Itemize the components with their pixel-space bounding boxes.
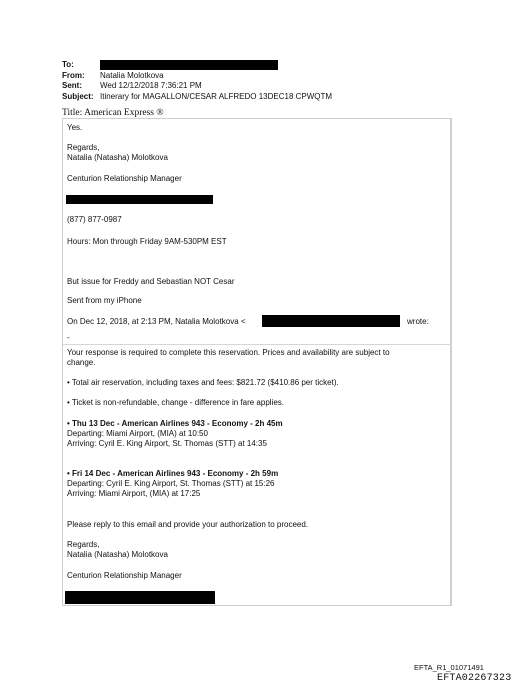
hours-text: Hours: Mon through Friday 9AM-530PM EST: [67, 237, 227, 246]
quote-separator: [63, 344, 452, 345]
subject-label: Subject:: [62, 91, 94, 101]
regards-text: Regards,: [67, 143, 100, 152]
flight1-arriving: Arriving: Cyril E. King Airport, St. Thomas (STT) at 14:35: [67, 439, 267, 448]
message-body-frame: [62, 118, 452, 606]
ticket-terms: • Ticket is non-refundable, change - difference in fare applies.: [67, 398, 285, 407]
sent-from-text: Sent from my iPhone: [67, 296, 142, 305]
signature-redaction: [66, 195, 213, 204]
dash-text: -: [67, 333, 70, 342]
phone-number: (877) 877-0987: [67, 215, 122, 224]
total-fare: • Total air reservation, including taxes and fees: $821.72 ($410.86 per ticket).: [67, 378, 339, 387]
flight2-arriving: Arriving: Miami Airport, (MIA) at 17:25: [67, 489, 201, 498]
email-redaction: [262, 315, 400, 327]
sent-value: Wed 12/12/2018 7:36:21 PM: [100, 81, 202, 90]
from-row: [62, 71, 332, 82]
flight2-departing: Departing: Cyril E. King Airport, St. Thomas (STT) at 15:26: [67, 479, 275, 488]
sent-row: [62, 81, 332, 92]
reply-request: Please reply to this email and provide your authorization to proceed.: [67, 520, 309, 529]
flight2-title: • Fri 14 Dec - American Airlines 943 - Economy - 2h 59m: [67, 469, 279, 478]
quote-intro: On Dec 12, 2018, at 2:13 PM, Natalia Molotkova <: [67, 317, 246, 326]
signer-name: Natalia (Natasha) Molotkova: [67, 153, 168, 162]
from-label: From:: [62, 70, 85, 80]
subject-row: [62, 92, 332, 103]
flight1-departing: Departing: Miami Airport, (MIA) at 10:50: [67, 429, 208, 438]
frame-right-rule: [450, 119, 451, 605]
bates-id-2: EFTA02267323: [437, 673, 512, 684]
signer-role: Centurion Relationship Manager: [67, 174, 182, 183]
sent-label: Sent:: [62, 81, 82, 90]
email-header: [62, 60, 332, 102]
signature-redaction-2: [65, 591, 215, 604]
flight1-title: • Thu 13 Dec - American Airlines 943 - Economy - 2h 45m: [67, 419, 283, 428]
to-row: [62, 60, 332, 71]
issue-text: But issue for Freddy and Sebastian NOT Cesar: [67, 277, 235, 286]
signer-role-2: Centurion Relationship Manager: [67, 571, 182, 580]
response-line-1: Your response is required to complete this reservation. Prices and availability are subject to: [67, 348, 390, 357]
to-label: To:: [62, 60, 74, 69]
bates-id-1: EFTA_R1_01071491: [414, 663, 484, 672]
regards-text-2: Regards,: [67, 540, 100, 549]
signer-name-2: Natalia (Natasha) Molotkova: [67, 550, 168, 559]
subject-value: Itinerary for MAGALLON/CESAR ALFREDO 13DEC18 CPWQTM: [100, 91, 333, 101]
response-line-2: change.: [67, 358, 96, 367]
document-title: Title: American Express ®: [62, 108, 164, 118]
wrote-text: wrote:: [407, 317, 429, 326]
yes-text: Yes.: [67, 123, 83, 132]
from-value: Natalia Molotkova: [100, 70, 164, 80]
to-redaction: [100, 60, 278, 70]
